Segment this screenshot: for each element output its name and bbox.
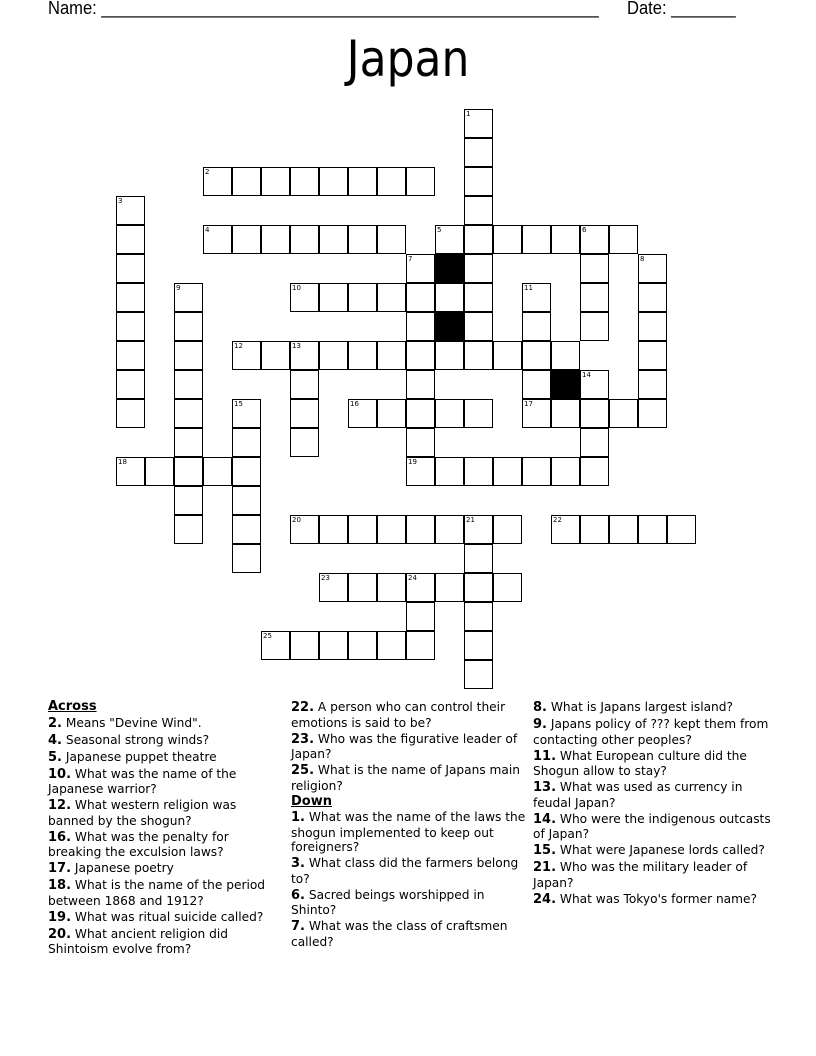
grid-cell[interactable] (551, 457, 580, 486)
grid-cell[interactable] (435, 573, 464, 602)
grid-cell[interactable] (232, 486, 261, 515)
grid-cell[interactable] (174, 457, 203, 486)
grid-cell[interactable] (638, 515, 667, 544)
grid-cell[interactable] (145, 457, 174, 486)
grid-cell[interactable] (174, 399, 203, 428)
clue-down-24: 24. What was Tokyo's former name? (533, 891, 757, 907)
grid-cell[interactable] (319, 167, 348, 196)
grid-cell[interactable] (580, 254, 609, 283)
black-cell (435, 312, 464, 341)
grid-cell[interactable] (406, 254, 435, 283)
grid-cell[interactable] (406, 167, 435, 196)
grid-cell[interactable] (116, 283, 145, 312)
clue-down-6: 6. Sacred beings worshipped in Shinto? (291, 887, 485, 917)
grid-cell[interactable] (116, 370, 145, 399)
clue-down-3: 3. What class did the farmers belong to? (291, 856, 519, 886)
grid-cell[interactable] (290, 341, 319, 370)
clue-across-17: 17. Japanese poetry (48, 861, 174, 876)
clues-column-1 (48, 700, 284, 958)
grid-cell[interactable] (377, 515, 406, 544)
grid-cell[interactable] (116, 399, 145, 428)
grid-cell[interactable] (261, 167, 290, 196)
grid-cell[interactable] (377, 283, 406, 312)
grid-cell[interactable] (493, 515, 522, 544)
grid-cell[interactable] (406, 283, 435, 312)
grid-cell[interactable] (232, 225, 261, 254)
clue-number: 18 (118, 458, 127, 466)
grid-cell[interactable] (406, 370, 435, 399)
grid-cell[interactable] (116, 312, 145, 341)
grid-cell[interactable] (464, 138, 493, 167)
grid-cell[interactable] (464, 167, 493, 196)
grid-cell[interactable] (609, 225, 638, 254)
clue-number: 17 (524, 400, 533, 408)
grid-cell[interactable] (435, 225, 464, 254)
grid-cell[interactable] (116, 341, 145, 370)
grid-cell[interactable] (261, 225, 290, 254)
grid-cell[interactable] (493, 457, 522, 486)
clue-number: 6 (582, 226, 587, 234)
clue-number: 25 (263, 632, 272, 640)
grid-cell[interactable] (232, 515, 261, 544)
grid-cell[interactable] (348, 225, 377, 254)
clue-number: 10 (292, 284, 301, 292)
grid-cell[interactable] (667, 515, 696, 544)
grid-cell[interactable] (290, 370, 319, 399)
grid-cell[interactable] (522, 399, 551, 428)
grid-cell[interactable] (464, 573, 493, 602)
grid-cell[interactable] (406, 573, 435, 602)
grid-cell[interactable] (406, 341, 435, 370)
clue-number: 9 (176, 284, 181, 292)
grid-cell[interactable] (116, 254, 145, 283)
grid-cell[interactable] (638, 370, 667, 399)
date-field-label: Date: _______ (627, 0, 736, 18)
grid-cell[interactable] (638, 254, 667, 283)
grid-cell[interactable] (174, 515, 203, 544)
grid-cell[interactable] (580, 515, 609, 544)
clue-across-18: 18. What is the name of the period between 1868 and 1912? (48, 878, 266, 908)
grid-cell[interactable] (174, 283, 203, 312)
grid-cell[interactable] (435, 341, 464, 370)
grid-cell[interactable] (638, 312, 667, 341)
clues-column-3 (533, 700, 773, 909)
grid-cell[interactable] (290, 225, 319, 254)
page-title: Japan (346, 30, 470, 88)
grid-cell[interactable] (464, 660, 493, 689)
grid-cell[interactable] (493, 225, 522, 254)
black-cell (551, 370, 580, 399)
clue-down-21: 21. Who was the military leader of Japan? (533, 860, 748, 890)
grid-cell[interactable] (406, 457, 435, 486)
grid-cell[interactable] (377, 399, 406, 428)
grid-cell[interactable] (290, 631, 319, 660)
grid-cell[interactable] (174, 428, 203, 457)
grid-cell[interactable] (319, 573, 348, 602)
clue-across-12: 12. What western religion was banned by the shogun? (48, 798, 237, 828)
clue-across-16: 16. What was the penalty for breaking the exculsion laws? (48, 829, 229, 859)
grid-cell[interactable] (435, 515, 464, 544)
grid-cell[interactable] (580, 428, 609, 457)
clue-number: 20 (292, 516, 301, 524)
grid-cell[interactable] (464, 602, 493, 631)
grid-cell[interactable] (377, 225, 406, 254)
grid-cell[interactable] (638, 399, 667, 428)
grid-cell[interactable] (232, 167, 261, 196)
clue-number: 2 (205, 168, 210, 176)
grid-cell[interactable] (580, 399, 609, 428)
grid-cell[interactable] (348, 341, 377, 370)
grid-cell[interactable] (464, 225, 493, 254)
clue-across-23: 23. Who was the figurative leader of Japan? (291, 731, 518, 761)
clue-down-15: 15. What were Japanese lords called? (533, 843, 765, 858)
name-field-label: Name: ______________________________________________________ (48, 0, 599, 18)
grid-cell[interactable] (261, 631, 290, 660)
grid-cell[interactable] (406, 602, 435, 631)
grid-cell[interactable] (348, 167, 377, 196)
across-heading: Across (48, 699, 97, 714)
clue-across-25: 25. What is the name of Japans main religion? (291, 763, 521, 793)
grid-cell[interactable] (464, 283, 493, 312)
grid-cell[interactable] (609, 515, 638, 544)
grid-cell[interactable] (551, 341, 580, 370)
grid-cell[interactable] (348, 631, 377, 660)
grid-cell[interactable] (319, 631, 348, 660)
down-heading: Down (291, 793, 332, 809)
grid-cell[interactable] (348, 573, 377, 602)
grid-cell[interactable] (464, 341, 493, 370)
clue-across-19: 19. What was ritual suicide called? (48, 909, 264, 925)
grid-cell[interactable] (406, 515, 435, 544)
grid-cell[interactable] (493, 341, 522, 370)
clue-number: 13 (292, 342, 301, 350)
grid-cell[interactable] (377, 573, 406, 602)
clue-number: 3 (118, 197, 123, 205)
grid-cell[interactable] (203, 167, 232, 196)
grid-cell[interactable] (377, 341, 406, 370)
grid-cell[interactable] (174, 486, 203, 515)
grid-cell[interactable] (290, 283, 319, 312)
grid-cell[interactable] (638, 283, 667, 312)
grid-cell[interactable] (493, 573, 522, 602)
clue-number: 22 (553, 516, 562, 524)
clue-down-8: 8. What is Japans largest island? (533, 700, 733, 715)
grid-cell[interactable] (464, 196, 493, 225)
clue-across-22: 22. A person who can control their emotions is said to be? (291, 700, 506, 730)
grid-cell[interactable] (580, 312, 609, 341)
clue-number: 7 (408, 255, 413, 263)
grid-cell[interactable] (464, 254, 493, 283)
clue-down-11: 11. What European culture did the Shogun allow to stay? (533, 748, 747, 778)
clue-number: 8 (640, 255, 645, 263)
clue-number: 16 (350, 400, 359, 408)
grid-cell[interactable] (406, 631, 435, 660)
grid-cell[interactable] (174, 341, 203, 370)
grid-cell[interactable] (464, 109, 493, 138)
clue-across-4: 4. Seasonal strong winds? (48, 732, 210, 748)
grid-cell[interactable] (232, 457, 261, 486)
grid-cell[interactable] (174, 312, 203, 341)
grid-cell[interactable] (435, 457, 464, 486)
grid-cell[interactable] (116, 457, 145, 486)
grid-cell[interactable] (290, 515, 319, 544)
clue-number: 24 (408, 574, 417, 582)
grid-cell[interactable] (290, 167, 319, 196)
clue-number: 4 (205, 226, 210, 234)
clue-number: 1 (466, 110, 471, 118)
grid-cell[interactable] (580, 370, 609, 399)
grid-cell[interactable] (551, 515, 580, 544)
clue-number: 21 (466, 516, 475, 524)
clue-down-13: 13. What was used as currency in feudal Japan? (533, 780, 743, 810)
grid-cell[interactable] (116, 225, 145, 254)
grid-cell[interactable] (377, 631, 406, 660)
grid-cell[interactable] (319, 283, 348, 312)
grid-cell[interactable] (348, 283, 377, 312)
grid-cell[interactable] (203, 457, 232, 486)
grid-cell[interactable] (232, 399, 261, 428)
clue-down-14: 14. Who were the indigenous outcasts of Japan? (533, 811, 771, 841)
grid-cell[interactable] (551, 225, 580, 254)
grid-cell[interactable] (377, 167, 406, 196)
grid-cell[interactable] (406, 428, 435, 457)
grid-cell[interactable] (319, 341, 348, 370)
clue-across-20: 20. What ancient religion did Shintoism evolve from? (48, 926, 229, 956)
clue-down-7: 7. What was the class of craftsmen called? (291, 919, 508, 949)
clue-number: 14 (582, 371, 591, 379)
grid-cell[interactable] (522, 370, 551, 399)
grid-cell[interactable] (580, 457, 609, 486)
grid-cell[interactable] (464, 631, 493, 660)
clue-number: 5 (437, 226, 442, 234)
grid-cell[interactable] (435, 283, 464, 312)
grid-cell[interactable] (580, 225, 609, 254)
grid-cell[interactable] (203, 225, 232, 254)
grid-cell[interactable] (464, 457, 493, 486)
grid-cell[interactable] (522, 312, 551, 341)
grid-cell[interactable] (464, 399, 493, 428)
crossword-grid (117, 110, 717, 700)
grid-cell[interactable] (522, 341, 551, 370)
grid-cell[interactable] (464, 515, 493, 544)
grid-cell[interactable] (348, 515, 377, 544)
grid-cell[interactable] (406, 312, 435, 341)
grid-cell[interactable] (522, 283, 551, 312)
grid-cell[interactable] (638, 341, 667, 370)
clue-number: 19 (408, 458, 417, 466)
grid-cell[interactable] (464, 544, 493, 573)
grid-cell[interactable] (551, 399, 580, 428)
grid-cell[interactable] (348, 399, 377, 428)
clue-down-9: 9. Japans policy of ??? kept them from contacting other peoples? (533, 717, 769, 747)
grid-cell[interactable] (174, 370, 203, 399)
clue-number: 15 (234, 400, 243, 408)
clue-across-5: 5. Japanese puppet theatre (48, 749, 217, 765)
grid-cell[interactable] (319, 515, 348, 544)
grid-cell[interactable] (435, 399, 464, 428)
clue-down-1: 1. What was the name of the laws the shogun implemented to keep out foreigners? (291, 810, 526, 854)
clue-number: 11 (524, 284, 533, 292)
grid-cell[interactable] (609, 399, 638, 428)
grid-cell[interactable] (319, 225, 348, 254)
clues-column-2 (291, 700, 527, 951)
grid-cell[interactable] (290, 428, 319, 457)
clue-across-10: 10. What was the name of the Japanese warrior? (48, 766, 237, 796)
grid-cell[interactable] (580, 283, 609, 312)
grid-cell[interactable] (116, 196, 145, 225)
clue-number: 23 (321, 574, 330, 582)
black-cell (435, 254, 464, 283)
grid-cell[interactable] (232, 341, 261, 370)
grid-cell[interactable] (406, 399, 435, 428)
grid-cell[interactable] (232, 428, 261, 457)
clue-across-2: 2. Means "Devine Wind". (48, 715, 202, 731)
grid-cell[interactable] (522, 457, 551, 486)
grid-cell[interactable] (290, 399, 319, 428)
grid-cell[interactable] (464, 312, 493, 341)
grid-cell[interactable] (522, 225, 551, 254)
grid-cell[interactable] (232, 544, 261, 573)
grid-cell[interactable] (261, 341, 290, 370)
clue-number: 12 (234, 342, 243, 350)
